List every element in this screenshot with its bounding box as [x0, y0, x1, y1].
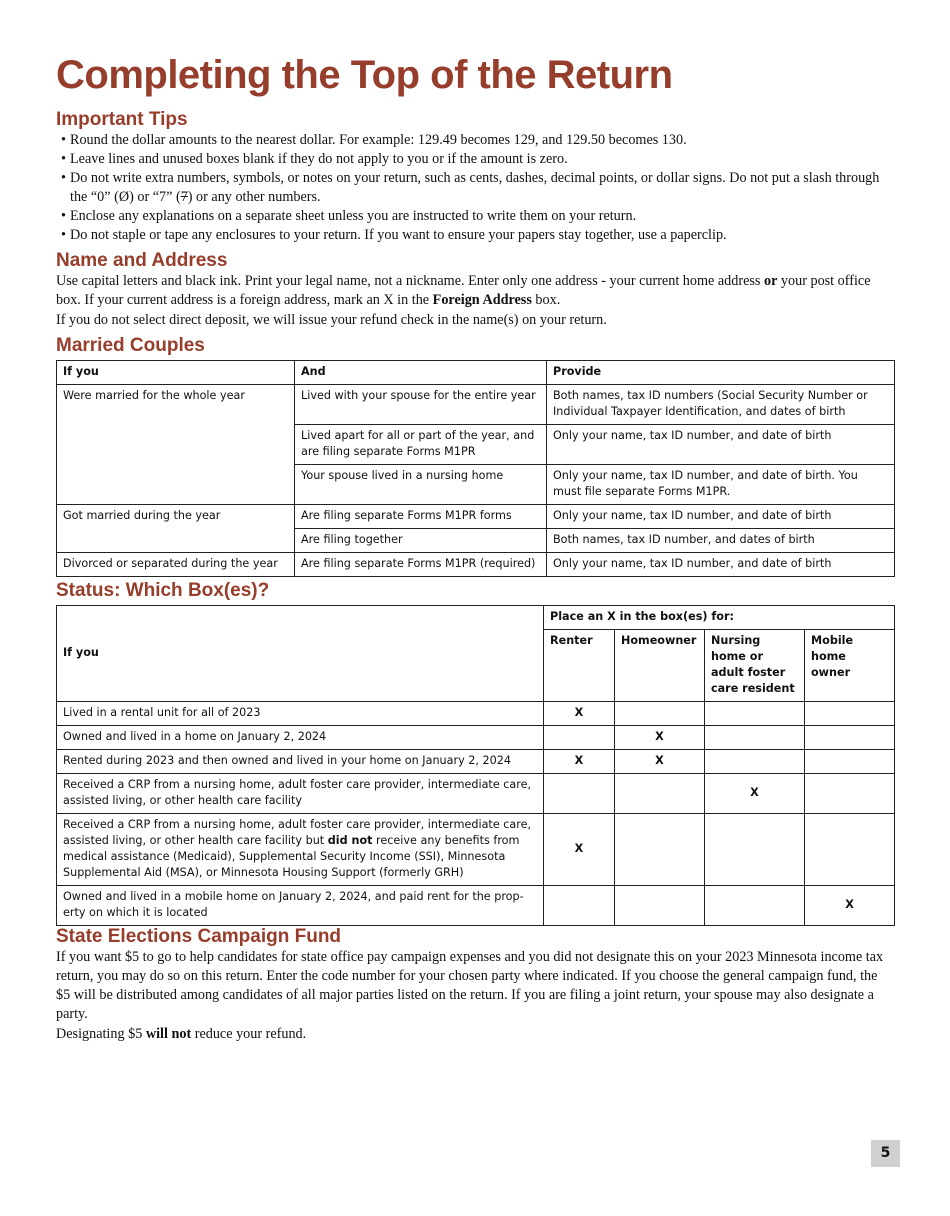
row-label: Owned and lived in a home on January 2, 2024: [57, 726, 544, 750]
cell-provide: Only your name, tax ID number, and date of birth: [547, 505, 895, 529]
text: Use capital letters and black ink. Print your legal name, not a nickname. Enter only one address - your current home address: [56, 273, 764, 289]
mark-homeowner: X: [615, 750, 705, 774]
cell-and: Are filing separate Forms M1PR forms: [295, 505, 547, 529]
campaign-fund-heading: State Elections Campaign Fund: [56, 926, 342, 947]
text: Designating $5: [56, 1026, 146, 1042]
mark-nursing-home: [705, 702, 805, 726]
table-row: [57, 726, 895, 750]
married-couples-section: [56, 335, 894, 577]
row-label: Rented during 2023 and then owned and lived in your home on January 2, 2024: [57, 750, 544, 774]
column-header: And: [295, 361, 547, 385]
tips-list: [56, 131, 894, 245]
cell-provide: Both names, tax ID numbers (Social Security Number or Individual Taxpayer Identification, and dates of birth: [547, 385, 895, 425]
mark-homeowner: X: [615, 726, 705, 750]
row-label: Owned and lived in a mobile home on January 2, 2024, and paid rent for the property on which it is located: [57, 886, 544, 926]
mark-nursing-home: [705, 750, 805, 774]
important-tips-section: [56, 109, 894, 245]
mark-nursing-home: [705, 814, 805, 886]
tip-text: Do not write extra numbers, symbols, or notes on your return, such as cents, dashes, decimal points, or dollar signs. Do not put a slash through the “0” (Ø) or “7” (: [70, 170, 880, 205]
tip-item: • Leave lines and unused boxes blank if they do not apply to you or if the amount is zero.: [56, 150, 894, 169]
table-row: [57, 750, 895, 774]
text: box.: [531, 292, 561, 308]
mark-nursing-home: X: [705, 774, 805, 814]
table-header-row: [57, 606, 895, 630]
table-row: [57, 553, 895, 577]
table-row: [57, 814, 895, 886]
table-header-row: [57, 361, 895, 385]
column-header-if-you: If you: [57, 606, 544, 702]
cell-and: Are filing together: [295, 529, 547, 553]
mark-renter: X: [544, 702, 615, 726]
married-couples-heading: Married Couples: [56, 335, 205, 356]
cell-and: Are filing separate Forms M1PR (required): [295, 553, 547, 577]
name-address-paragraph: [56, 272, 894, 310]
column-header-nursing-home: Nursing home or adult foster care resident: [705, 630, 805, 702]
cell-and: Lived with your spouse for the entire year: [295, 385, 547, 425]
table-row: [57, 385, 895, 425]
mark-mobile-home: [805, 814, 895, 886]
mark-renter: [544, 774, 615, 814]
name-address-heading: Name and Address: [56, 250, 228, 271]
row-label: Lived in a rental unit for all of 2023: [57, 702, 544, 726]
mark-mobile-home: X: [805, 886, 895, 926]
column-header: Provide: [547, 361, 895, 385]
cell-if-you: Were married for the whole year: [57, 385, 295, 505]
cell-provide: Only your name, tax ID number, and date of birth. You must file separate Forms M1PR.: [547, 465, 895, 505]
mark-mobile-home: [805, 750, 895, 774]
tip-item: • Round the dollar amounts to the nearest dollar. For example: 129.49 becomes 129, and 129.50 becomes 130.: [56, 131, 894, 150]
cell-provide: Only your name, tax ID number, and date of birth: [547, 553, 895, 577]
mark-renter: X: [544, 814, 615, 886]
text: reduce your refund.: [191, 1026, 307, 1042]
text: Received a CRP from a nursing home, adult foster care provider, intermediate care, assisted living, or other health care facility but: [63, 818, 532, 847]
row-label: Received a CRP from a nursing home, adult foster care provider, intermediate care, assisted living, or other health care facility: [57, 774, 544, 814]
tip-item: • Enclose any explanations on a separate sheet unless you are instructed to write them on your return.: [56, 207, 894, 226]
page-title: Completing the Top of the Return: [56, 53, 673, 97]
mark-nursing-home: [705, 886, 805, 926]
mark-homeowner: [615, 814, 705, 886]
column-header: If you: [57, 361, 295, 385]
cell-and: Your spouse lived in a nursing home: [295, 465, 547, 505]
mark-homeowner: [615, 886, 705, 926]
mark-renter: [544, 726, 615, 750]
column-header-renter: Renter: [544, 630, 615, 702]
row-label: [57, 814, 544, 886]
group-header: Place an X in the box(es) for:: [544, 606, 895, 630]
table-row: [57, 774, 895, 814]
cell-provide: Only your name, tax ID number, and date of birth: [547, 425, 895, 465]
status-heading: Status: Which Box(es)?: [56, 580, 270, 601]
status-section: [56, 580, 894, 926]
refund-paragraph: If you do not select direct deposit, we will issue your refund check in the name(s) on your return.: [56, 312, 607, 328]
campaign-fund-section: [56, 926, 894, 1044]
cell-and: Lived apart for all or part of the year, and are filing separate Forms M1PR: [295, 425, 547, 465]
mark-homeowner: [615, 702, 705, 726]
mark-mobile-home: [805, 702, 895, 726]
tip-item: [56, 169, 894, 207]
cell-provide: Both names, tax ID number, and dates of birth: [547, 529, 895, 553]
cell-if-you: Divorced or separated during the year: [57, 553, 295, 577]
text: receive any benefits from medical assistance (Medicaid), Supplemental Security Income (SSI), Minnesota Supplemental Aid (MSA), or Minnesota Housing Support (formerly GRH): [63, 834, 520, 879]
bold-text: or: [763, 273, 778, 289]
column-header-mobile-home: Mobile home owner: [805, 630, 895, 702]
page-number: 5: [871, 1140, 900, 1167]
tip-item: • Do not staple or tape any enclosures to your return. If you want to ensure your papers stay together, use a paperclip.: [56, 226, 894, 245]
mark-renter: X: [544, 750, 615, 774]
status-table: [56, 605, 895, 926]
married-couples-table: [56, 360, 895, 577]
campaign-fund-paragraph: If you want $5 to go to help candidates for state office pay campaign expenses and you did not designate this on your 2023 Minnesota income tax return, you may do so on this return. Enter the code number for your chosen party where indicated. If you choose the general campaign fund, the $5 will be distributed among candidates of all major parties listed on the return. If you are filing a joint return, your spouse may also designate a party.: [56, 949, 884, 1022]
campaign-fund-note: [56, 1025, 894, 1044]
table-row: [57, 702, 895, 726]
important-tips-heading: Important Tips: [56, 109, 188, 130]
table-row: [57, 505, 895, 529]
tip-text: ) or any other numbers.: [187, 189, 321, 205]
cell-if-you: Got married during the year: [57, 505, 295, 553]
table-row: [57, 886, 895, 926]
bold-text: will not: [145, 1026, 192, 1042]
bold-text: Foreign Address: [432, 292, 532, 308]
name-address-section: [56, 250, 894, 330]
mark-mobile-home: [805, 726, 895, 750]
struck-seven: 7: [180, 189, 188, 205]
mark-renter: [544, 886, 615, 926]
text: your post office box. If your current address is a foreign address, mark an X in the: [56, 273, 871, 308]
column-header-homeowner: Homeowner: [615, 630, 705, 702]
bold-text: did not: [327, 834, 373, 847]
mark-homeowner: [615, 774, 705, 814]
mark-mobile-home: [805, 774, 895, 814]
mark-nursing-home: [705, 726, 805, 750]
